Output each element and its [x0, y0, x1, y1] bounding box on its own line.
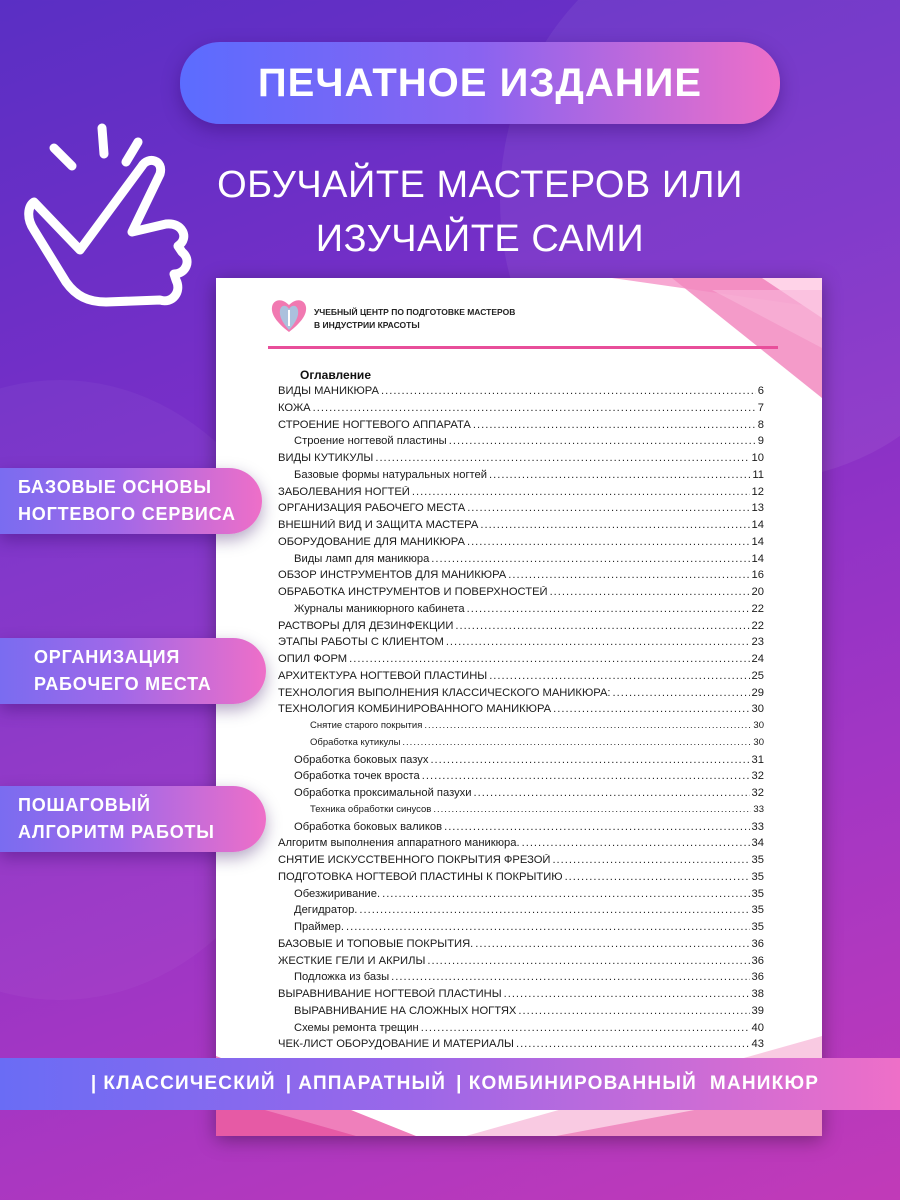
header-title: ПЕЧАТНОЕ ИЗДАНИЕ	[257, 60, 703, 105]
toc-entry	[278, 754, 764, 771]
toc-leader-dots	[359, 904, 749, 916]
toc-entry-page: 36	[751, 954, 764, 967]
badge-basics-line-1: БАЗОВЫЕ ОСНОВЫ	[18, 477, 212, 497]
toc-entry-title: КОЖА	[278, 401, 311, 414]
toc-entry-title: ЭТАПЫ РАБОТЫ С КЛИЕНТОМ	[278, 636, 444, 649]
toc-entry	[278, 938, 764, 955]
toc-entry-page: 6	[757, 385, 764, 397]
header-pill	[180, 42, 780, 124]
pointing-hand-icon	[14, 120, 194, 320]
toc-entry	[278, 385, 764, 402]
toc-entry-page: 36	[751, 937, 764, 950]
toc-entry-page: 35	[751, 870, 764, 883]
toc-entry-title: Алгоритм выполнения аппаратного маникюра.	[278, 837, 520, 850]
toc-entry-page: 32	[751, 787, 764, 799]
toc-entry-title: ТЕХНОЛОГИЯ ВЫПОЛНЕНИЯ КЛАССИЧЕСКОГО МАНИКЮРА:	[278, 686, 611, 699]
toc-leader-dots	[467, 502, 749, 514]
toc-entry-page: 22	[751, 602, 764, 615]
toc-leader-dots	[518, 1005, 749, 1017]
toc-entry-page: 12	[751, 485, 764, 498]
toc-entry-title: ВИДЫ КУТИКУЛЫ	[278, 452, 374, 464]
toc-leader-dots	[516, 1038, 750, 1050]
toc-entry-title: Техника обработки синусов	[310, 803, 432, 815]
separator: |	[456, 1073, 463, 1094]
toc-entry-page: 30	[753, 736, 764, 748]
toc-leader-dots	[431, 553, 749, 565]
toc-leader-dots	[421, 1022, 750, 1034]
toc-leader-dots	[474, 787, 750, 799]
toc-entry	[278, 653, 764, 670]
toc-leader-dots	[381, 385, 756, 397]
toc-entry	[278, 536, 764, 553]
toc-leader-dots	[489, 469, 750, 481]
organization-name	[314, 306, 574, 332]
toc-leader-dots	[444, 821, 749, 833]
toc-entry-title: Снятие старого покрытия	[310, 720, 423, 731]
toc-entry	[278, 603, 764, 620]
toc-entry	[278, 419, 764, 436]
toc-leader-dots	[522, 837, 750, 849]
toc-entry-page: 14	[751, 519, 764, 531]
toc-entry-title: ОПИЛ ФОРМ	[278, 653, 348, 665]
toc-entry-page: 24	[751, 653, 764, 665]
organization-name-line-1: УЧЕБНЫЙ ЦЕНТР ПО ПОДГОТОВКЕ МАСТЕРОВ	[314, 307, 516, 317]
toc-entry-page: 8	[757, 418, 764, 431]
toc-leader-dots	[349, 653, 749, 665]
toc-leader-dots	[504, 988, 750, 1000]
toc-entry-title: Журналы маникюрного кабинета	[294, 602, 465, 615]
toc-entry-page: 32	[751, 770, 764, 783]
toc-leader-dots	[473, 419, 756, 431]
toc-title: Оглавление	[300, 368, 371, 382]
toc-entry-page: 7	[757, 401, 764, 414]
toc-entry-page: 30	[753, 720, 764, 731]
toc-entry-title: ОБОРУДОВАНИЕ ДЛЯ МАНИКЮРА	[278, 535, 465, 548]
toc-entry-page: 9	[757, 435, 764, 448]
toc-entry-page: 10	[751, 452, 764, 464]
toc-entry-title: Обработка кутикулы	[310, 736, 401, 748]
toc-entry	[278, 904, 764, 921]
toc-leader-dots	[550, 586, 750, 598]
toc-entry	[278, 452, 764, 469]
toc-entry-page: 35	[751, 921, 764, 933]
toc-entry	[278, 1038, 764, 1055]
toc-entry	[278, 402, 764, 419]
toc-entry	[278, 720, 764, 737]
bottom-item-classic: КЛАССИЧЕСКИЙ	[103, 1073, 276, 1094]
toc-entry-title: Виды ламп для маникюра	[294, 552, 430, 565]
toc-leader-dots	[391, 971, 749, 983]
toc-leader-dots	[565, 871, 750, 883]
toc-entry-title: ПОДГОТОВКА НОГТЕВОЙ ПЛАСТИНЫ К ПОКРЫТИЮ	[278, 870, 563, 883]
toc-entry-title: ВЫРАВНИВАНИЕ НА СЛОЖНЫХ НОГТЯХ	[294, 1004, 517, 1017]
toc-entry-title: Дегидратор.	[294, 904, 358, 917]
toc-entry-title: РАСТВОРЫ ДЛЯ ДЕЗИНФЕКЦИИ	[278, 619, 454, 632]
toc-entry	[278, 888, 764, 905]
toc-entry-title: ТЕХНОЛОГИЯ КОМБИНИРОВАННОГО МАНИКЮРА	[278, 703, 552, 716]
toc-leader-dots	[467, 603, 750, 615]
toc-leader-dots	[346, 921, 750, 933]
toc-leader-dots	[552, 854, 749, 866]
toc-entry-page: 38	[751, 988, 764, 1000]
toc-entry	[278, 988, 764, 1005]
toc-entry	[278, 770, 764, 787]
toc-entry-title: ВИДЫ МАНИКЮРА	[278, 385, 379, 397]
toc-entry-page: 33	[753, 803, 764, 815]
toc-entry	[278, 837, 764, 854]
toc-entry-title: Обработка точек вроста	[294, 770, 420, 783]
toc-leader-dots	[430, 754, 749, 766]
toc-entry	[278, 854, 764, 871]
badge-algorithm	[0, 786, 266, 852]
badge-basics-line-2: НОГТЕВОГО СЕРВИСА	[18, 504, 236, 524]
toc-entry-page: 36	[751, 971, 764, 984]
toc-entry-title: Базовые формы натуральных ногтей	[294, 468, 488, 481]
toc-leader-dots	[475, 938, 749, 950]
toc-entry-page: 35	[751, 904, 764, 917]
toc-entry-page: 35	[751, 887, 764, 900]
toc-entry-page: 25	[751, 669, 764, 682]
toc-entry	[278, 569, 764, 586]
toc-entry	[278, 502, 764, 519]
toc-entry-title: ОБЗОР ИНСТРУМЕНТОВ ДЛЯ МАНИКЮРА	[278, 569, 507, 582]
toc-entry-title: Обработка боковых пазух	[294, 753, 429, 766]
toc-entry	[278, 971, 764, 988]
toc-entry-page: 23	[751, 636, 764, 649]
toc-leader-dots	[455, 620, 749, 632]
badge-workplace-line-1: ОРГАНИЗАЦИЯ	[34, 647, 181, 667]
toc-entry	[278, 703, 764, 720]
toc-entry-page: 11	[752, 468, 764, 481]
separator: |	[285, 1073, 293, 1094]
toc-entry	[278, 737, 764, 754]
toc-entry-page: 35	[751, 854, 764, 866]
badge-basics	[0, 468, 262, 534]
table-of-contents	[278, 385, 764, 1055]
toc-entry-page: 20	[751, 586, 764, 598]
toc-entry	[278, 469, 764, 486]
toc-entry-title: Обработка боковых валиков	[294, 820, 443, 833]
toc-entry	[278, 955, 764, 972]
subtitle-line-1: ОБУЧАЙТЕ МАСТЕРОВ ИЛИ	[217, 164, 743, 206]
bottom-item-hardware: АППАРАТНЫЙ	[298, 1073, 447, 1094]
toc-leader-dots	[433, 804, 751, 815]
toc-entry	[278, 636, 764, 653]
toc-entry-title: СНЯТИЕ ИСКУССТВЕННОГО ПОКРЫТИЯ ФРЕЗОЙ	[278, 854, 551, 866]
toc-leader-dots	[424, 720, 751, 731]
subtitle-line-2: ИЗУЧАЙТЕ САМИ	[315, 218, 645, 260]
toc-entry-title: Праймер.	[294, 921, 344, 933]
badge-algorithm-line-1: ПОШАГОВЫЙ	[18, 795, 151, 815]
toc-entry-title: ЖЕСТКИЕ ГЕЛИ И АКРИЛЫ	[278, 954, 426, 967]
toc-entry-title: Обработка проксимальной пазухи	[294, 787, 472, 799]
toc-entry-title: ВЫРАВНИВАНИЕ НОГТЕВОЙ ПЛАСТИНЫ	[278, 988, 502, 1000]
toc-leader-dots	[422, 770, 750, 782]
toc-entry	[278, 586, 764, 603]
toc-entry	[278, 687, 764, 704]
toc-entry-title: Строение ногтевой пластины	[294, 435, 447, 448]
document-page	[216, 278, 822, 1136]
toc-leader-dots	[553, 703, 749, 715]
badge-workplace-line-2: РАБОЧЕГО МЕСТА	[34, 674, 212, 694]
toc-entry	[278, 804, 764, 821]
toc-entry-title: ВНЕШНИЙ ВИД И ЗАЩИТА МАСТЕРА	[278, 519, 479, 531]
separator: |	[90, 1073, 98, 1094]
toc-entry	[278, 670, 764, 687]
toc-entry-title: СТРОЕНИЕ НОГТЕВОГО АППАРАТА	[278, 418, 471, 431]
toc-entry-page: 43	[751, 1038, 764, 1051]
toc-entry-page: 30	[751, 703, 764, 716]
toc-entry	[278, 620, 764, 637]
bottom-item-combined: КОМБИНИРОВАННЫЙ МАНИКЮР	[468, 1073, 820, 1094]
toc-entry-title: АРХИТЕКТУРА НОГТЕВОЙ ПЛАСТИНЫ	[278, 669, 488, 682]
toc-entry	[278, 519, 764, 536]
toc-leader-dots	[446, 636, 750, 648]
subtitle	[180, 158, 780, 266]
toc-entry-page: 33	[751, 820, 764, 833]
organization-name-line-2: В ИНДУСТРИИ КРАСОТЫ	[314, 320, 420, 330]
toc-entry	[278, 553, 764, 570]
toc-leader-dots	[508, 569, 749, 581]
toc-leader-dots	[402, 737, 751, 748]
badge-workplace	[0, 638, 266, 704]
toc-entry-title: Подложка из базы	[294, 971, 390, 984]
toc-entry-title: ЗАБОЛЕВАНИЯ НОГТЕЙ	[278, 485, 410, 498]
toc-leader-dots	[412, 486, 750, 498]
toc-entry-page: 39	[751, 1004, 764, 1017]
toc-entry-page: 14	[751, 552, 764, 565]
toc-entry	[278, 486, 764, 503]
toc-entry	[278, 1022, 764, 1039]
toc-leader-dots	[382, 888, 749, 900]
toc-leader-dots	[375, 452, 749, 464]
bottom-bar	[0, 1058, 900, 1110]
toc-leader-dots	[480, 519, 749, 531]
toc-leader-dots	[449, 435, 756, 447]
toc-entry-title: Обезжиривание.	[294, 887, 381, 900]
toc-leader-dots	[313, 402, 756, 414]
toc-entry-title: Схемы ремонта трещин	[294, 1021, 419, 1034]
document-header	[268, 296, 778, 349]
toc-entry	[278, 435, 764, 452]
toc-entry	[278, 787, 764, 804]
toc-leader-dots	[467, 536, 750, 548]
toc-entry-page: 40	[751, 1021, 764, 1034]
heart-logo-icon	[270, 296, 308, 336]
toc-entry-page: 31	[751, 753, 764, 766]
badge-algorithm-line-2: АЛГОРИТМ РАБОТЫ	[18, 822, 215, 842]
toc-entry	[278, 1005, 764, 1022]
toc-entry-page: 29	[751, 686, 764, 699]
toc-entry	[278, 821, 764, 838]
toc-entry-page: 34	[751, 837, 764, 850]
toc-entry-page: 14	[751, 535, 764, 548]
toc-entry-title: ОРГАНИЗАЦИЯ РАБОЧЕГО МЕСТА	[278, 502, 466, 515]
toc-entry-page: 16	[751, 569, 764, 582]
toc-entry-title: ЧЕК-ЛИСТ ОБОРУДОВАНИЕ И МАТЕРИАЛЫ	[278, 1038, 514, 1051]
toc-entry	[278, 921, 764, 938]
toc-entry-page: 13	[751, 502, 764, 515]
toc-leader-dots	[613, 687, 750, 699]
toc-entry-title: БАЗОВЫЕ И ТОПОВЫЕ ПОКРЫТИЯ.	[278, 937, 474, 950]
toc-leader-dots	[427, 955, 749, 967]
toc-leader-dots	[489, 670, 749, 682]
toc-entry	[278, 871, 764, 888]
toc-entry-page: 22	[751, 619, 764, 632]
toc-entry-title: ОБРАБОТКА ИНСТРУМЕНТОВ И ПОВЕРХНОСТЕЙ	[278, 586, 548, 598]
